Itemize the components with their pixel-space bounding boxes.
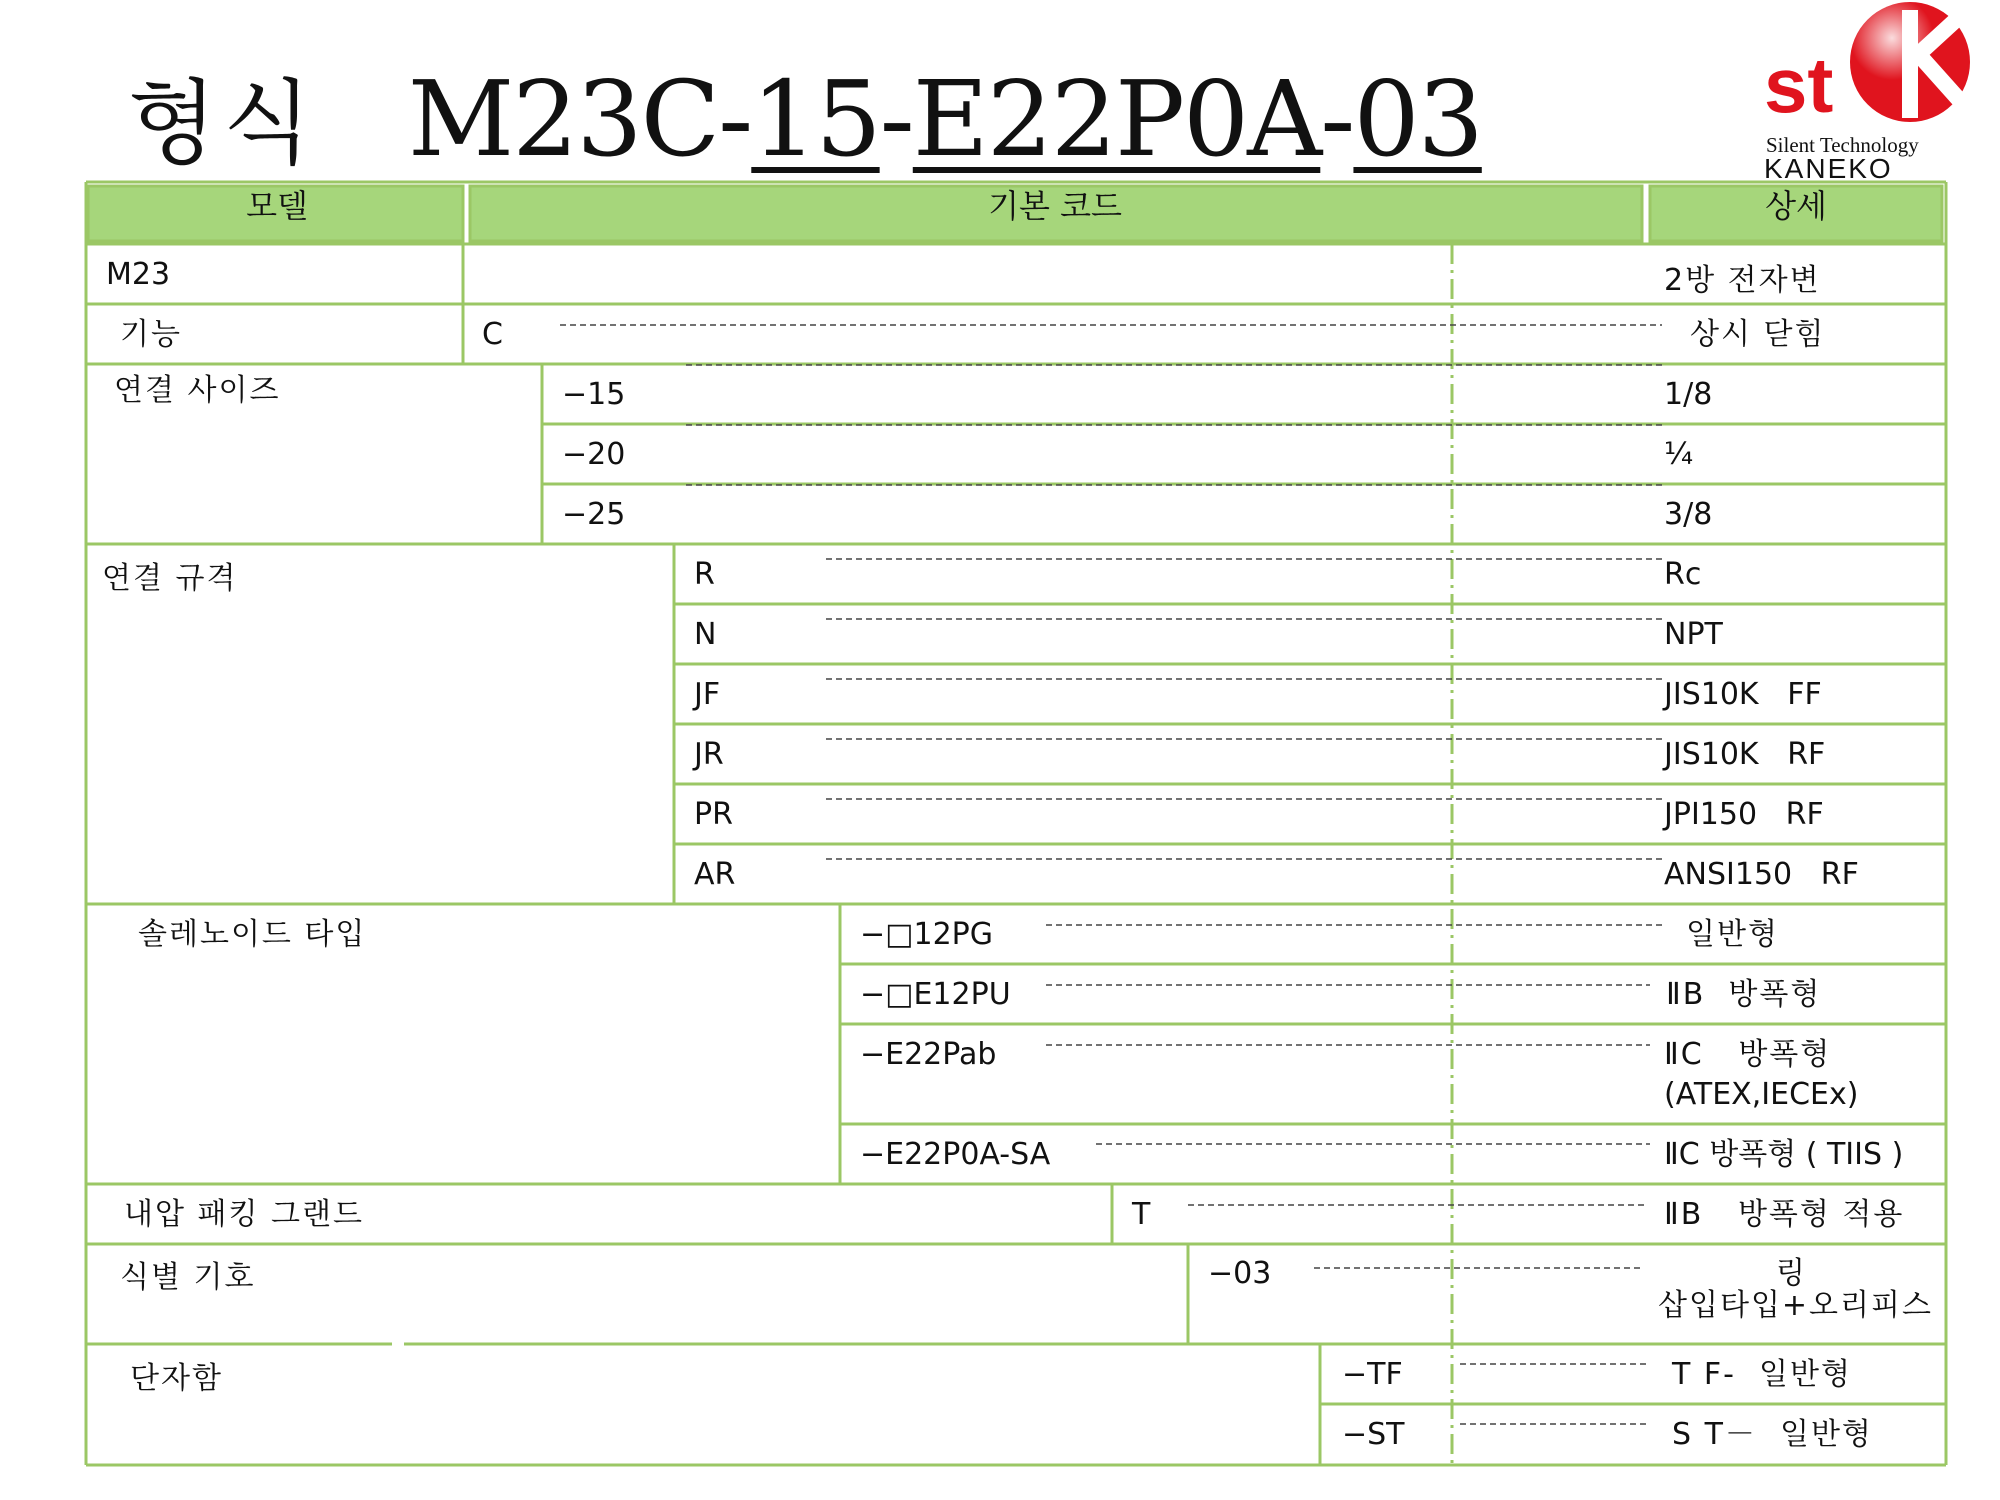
gland-label: 내압 패킹 그랜드 (124, 1197, 364, 1232)
solenoid-code: −E22Pab (860, 1037, 997, 1072)
terminal-label: 단자함 (130, 1361, 223, 1396)
standard-detail: JIS10K RF (1664, 737, 1826, 772)
solenoid-label: 솔레노이드 타입 (138, 917, 367, 952)
logo-line-2: KANEKO (1764, 153, 1893, 184)
function-detail: 상시 닫힘 (1690, 317, 1826, 352)
code-sep-1: - (879, 58, 913, 180)
standard-code: N (694, 617, 717, 652)
function-label: 기능 (120, 317, 182, 352)
code-part-2: 15 (751, 58, 880, 180)
solenoid-detail: 일반형 (1686, 917, 1779, 952)
solenoid-detail-sub: (ATEX,IECEx) (1664, 1077, 1859, 1112)
ident-detail-sub: 삽입타입+오리피스 (1658, 1288, 1933, 1323)
standard-detail: ANSI150 RF (1664, 857, 1859, 892)
header-base-code: 기본 코드 (988, 187, 1122, 225)
solenoid-detail: ⅡC 방폭형 ( TIIS ) (1664, 1137, 1904, 1172)
ident-label: 식별 기호 (120, 1260, 256, 1295)
logo-line-1: Silent Technology (1766, 133, 1919, 157)
code-part-3: E22P0A (912, 58, 1321, 180)
solenoid-code: −□E12PU (860, 977, 1011, 1012)
size-detail: ¼ (1664, 437, 1694, 472)
standard-label: 연결 규격 (102, 561, 238, 596)
code-sep-2: - (1320, 58, 1354, 180)
solenoid-detail: ⅡB 방폭형 (1666, 977, 1822, 1012)
code-part-4: 03 (1353, 58, 1482, 180)
code-part-1: M23C- (407, 58, 752, 180)
terminal-code: −ST (1342, 1417, 1405, 1452)
logo-mark: st (1764, 41, 1834, 129)
solenoid-code: −□12PG (860, 917, 993, 952)
standard-code: JF (694, 677, 721, 712)
standard-detail: JIS10K FF (1664, 677, 1822, 712)
standard-code: R (694, 557, 715, 592)
gland-code: T (1132, 1197, 1151, 1232)
size-code: −15 (562, 377, 626, 412)
model-label: M23 (106, 257, 171, 292)
size-code: −20 (562, 437, 626, 472)
size-code: −25 (562, 497, 626, 532)
standard-detail: NPT (1664, 617, 1723, 652)
terminal-detail: S T－ 일반형 (1672, 1417, 1873, 1452)
size-detail: 3/8 (1664, 497, 1713, 532)
header-model: 모델 (246, 187, 308, 225)
standard-code: PR (694, 797, 733, 832)
standard-code: AR (694, 857, 736, 892)
standard-detail: Rc (1664, 557, 1702, 592)
function-code: C (482, 317, 503, 352)
ident-code: −03 (1208, 1256, 1272, 1291)
size-detail: 1/8 (1664, 377, 1713, 412)
model-detail: 2방 전자변 (1664, 263, 1821, 298)
title-label: 형식 (128, 70, 318, 177)
terminal-detail: T F‐ 일반형 (1672, 1357, 1852, 1392)
standard-detail: JPI150 RF (1664, 797, 1824, 832)
ident-detail: 링 (1776, 1256, 1805, 1291)
solenoid-detail: ⅡC 방폭형 (1664, 1037, 1832, 1072)
size-label: 연결 사이즈 (114, 373, 281, 408)
terminal-code: −TF (1342, 1357, 1403, 1392)
header-detail: 상세 (1765, 187, 1827, 225)
solenoid-code: −E22P0A-SA (860, 1137, 1051, 1172)
standard-code: JR (694, 737, 724, 772)
gland-detail: ⅡB 방폭형 적용 (1664, 1197, 1905, 1232)
